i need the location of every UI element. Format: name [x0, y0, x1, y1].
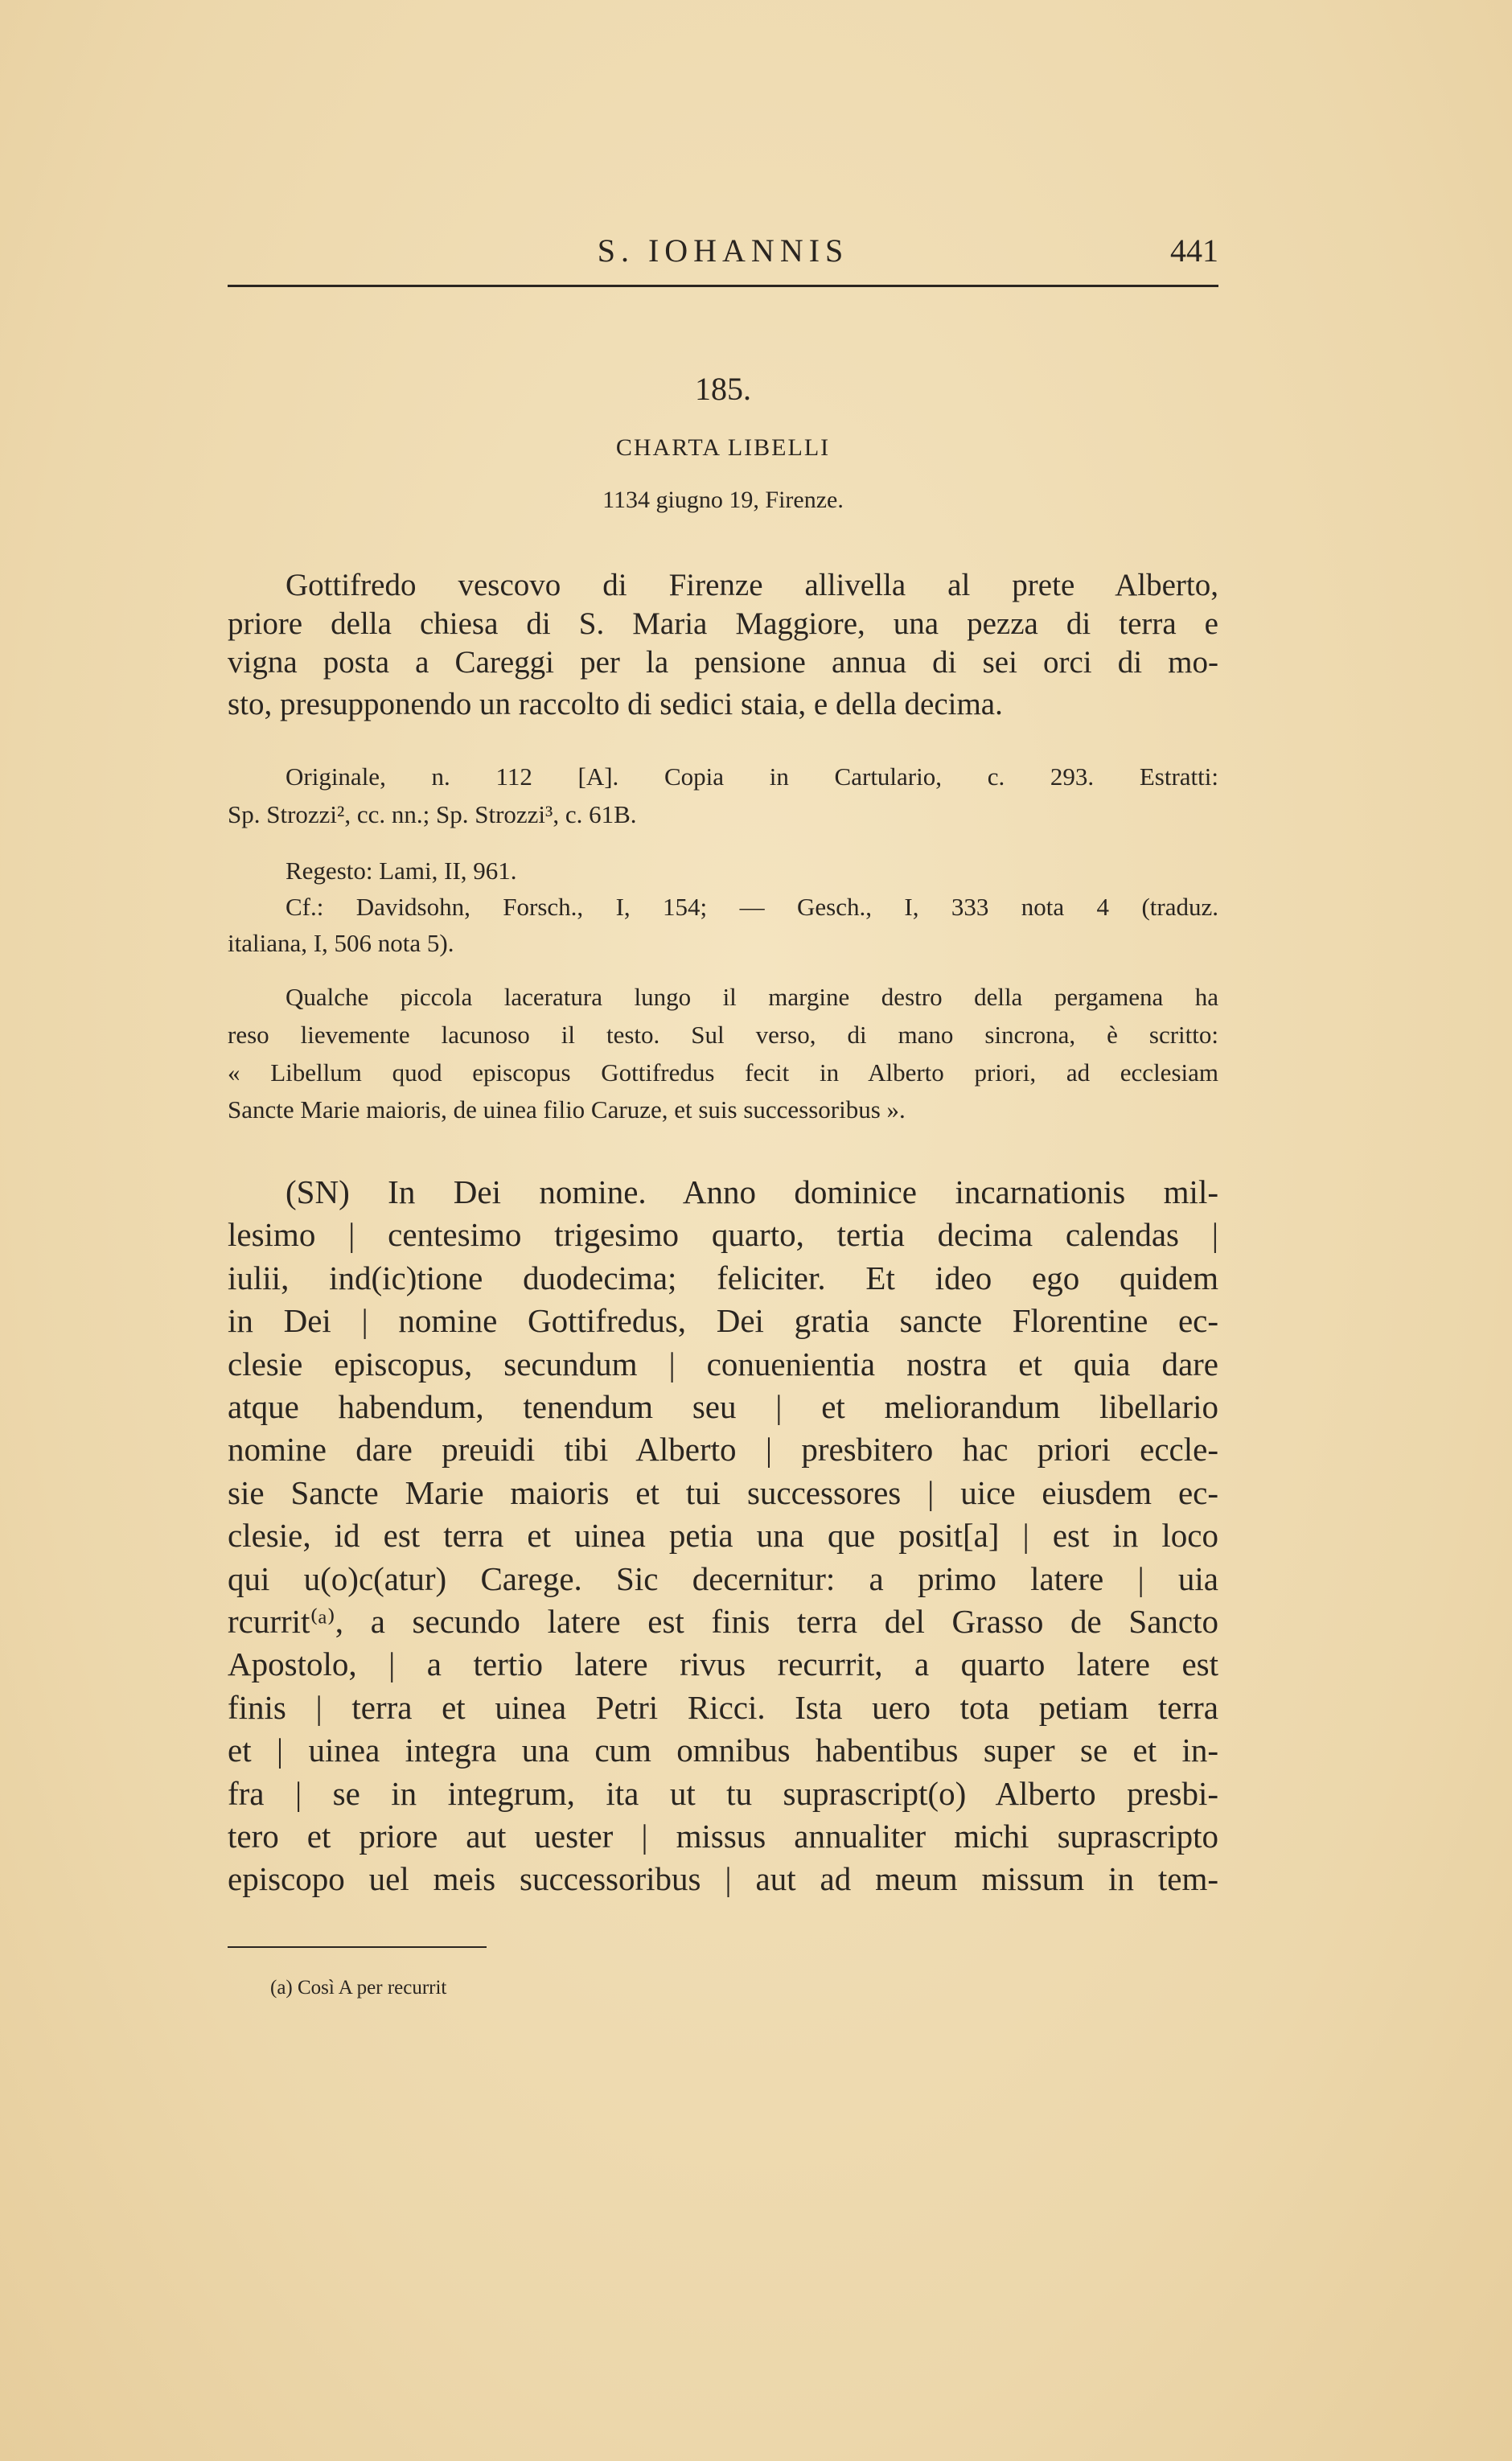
- footnote-rule: [228, 1946, 487, 1948]
- text-line: Gottifredo vescovo di Firenze allivella al prete Alberto,: [286, 568, 1218, 602]
- text-line: sie Sancte Marie maioris et tui successores | uice eiusdem ec-: [228, 1473, 1218, 1511]
- text-line: clesie, id est terra et uinea petia una que posit[a] | est in loco: [228, 1517, 1218, 1555]
- text-line: fra | se in integrum, ita ut tu suprascript(o) Alberto presbi-: [228, 1774, 1218, 1812]
- footnote: (a) Così A per recurrit: [270, 1977, 447, 1999]
- text-line: Apostolo, | a tertio latere rivus recurrit, a quarto latere est: [228, 1645, 1218, 1683]
- document-date: 1134 giugno 19, Firenze.: [602, 487, 844, 513]
- text-line: in Dei | nomine Gottifredus, Dei gratia sancte Florentine ec-: [228, 1302, 1218, 1340]
- text-line: priore della chiesa di S. Maria Maggiore, una pezza di terra e: [228, 606, 1218, 641]
- text-line: Regesto: Lami, II, 961.: [286, 857, 517, 885]
- text-line: nomine dare preuidi tibi Alberto | presbitero hac priori eccle-: [228, 1431, 1218, 1469]
- text-line: reso lievemente lacunoso il testo. Sul verso, di mano sincrona, è scritto:: [228, 1021, 1218, 1049]
- text-line: Sp. Strozzi², cc. nn.; Sp. Strozzi³, c. 61B.: [228, 800, 637, 828]
- text-line: Sancte Marie maioris, de uinea filio Caruze, et suis successoribus ».: [228, 1095, 906, 1124]
- text-line: clesie episcopus, secundum | conuenientia nostra et quia dare: [228, 1345, 1218, 1383]
- text-line: vigna posta a Careggi per la pensione annua di sei orci di mo-: [228, 645, 1218, 680]
- running-title: S. IOHANNIS: [597, 232, 849, 269]
- text-line: et | uinea integra una cum omnibus habentibus super se et in-: [228, 1732, 1218, 1769]
- document-number: 185.: [695, 371, 751, 407]
- page-number: 441: [1170, 232, 1218, 269]
- text-line: sto, presupponendo un raccolto di sedici staia, e della decima.: [228, 687, 1003, 721]
- text-line: Qualche piccola laceratura lungo il margine destro della pergamena ha: [286, 983, 1218, 1011]
- text-line: (SN) In Dei nomine. Anno dominice incarnationis mil-: [286, 1173, 1218, 1210]
- text-line: lesimo | centesimo trigesimo quarto, tertia decima calendas |: [228, 1216, 1218, 1254]
- text-line: finis | terra et uinea Petri Ricci. Ista uero tota petiam terra: [228, 1688, 1218, 1726]
- text-line: rcurrit⁽ᵃ⁾, a secundo latere est finis terra del Grasso de Sancto: [228, 1603, 1218, 1640]
- text-line: « Libellum quod episcopus Gottifredus fecit in Alberto priori, ad ecclesiam: [228, 1058, 1218, 1087]
- text-line: qui u(o)c(atur) Carege. Sic decernitur: a primo latere | uia: [228, 1559, 1218, 1597]
- text-line: Cf.: Davidsohn, Forsch., I, 154; — Gesch., I, 333 nota 4 (traduz.: [286, 893, 1218, 921]
- text-line: iulii, ind(ic)tione duodecima; feliciter. Et ideo ego quidem: [228, 1259, 1218, 1296]
- running-header: [228, 232, 1218, 272]
- text-line: italiana, I, 506 nota 5).: [228, 929, 454, 957]
- text-line: tero et priore aut uester | missus annualiter michi suprascripto: [228, 1818, 1218, 1855]
- document-kind: CHARTA LIBELLI: [615, 434, 831, 461]
- text-line: episcopo uel meis successoribus | aut ad meum missum in tem-: [228, 1860, 1218, 1898]
- header-rule: [228, 285, 1218, 287]
- text-line: atque habendum, tenendum seu | et meliorandum libellario: [228, 1388, 1218, 1425]
- text-line: Originale, n. 112 [A]. Copia in Cartulario, c. 293. Estratti:: [286, 762, 1218, 791]
